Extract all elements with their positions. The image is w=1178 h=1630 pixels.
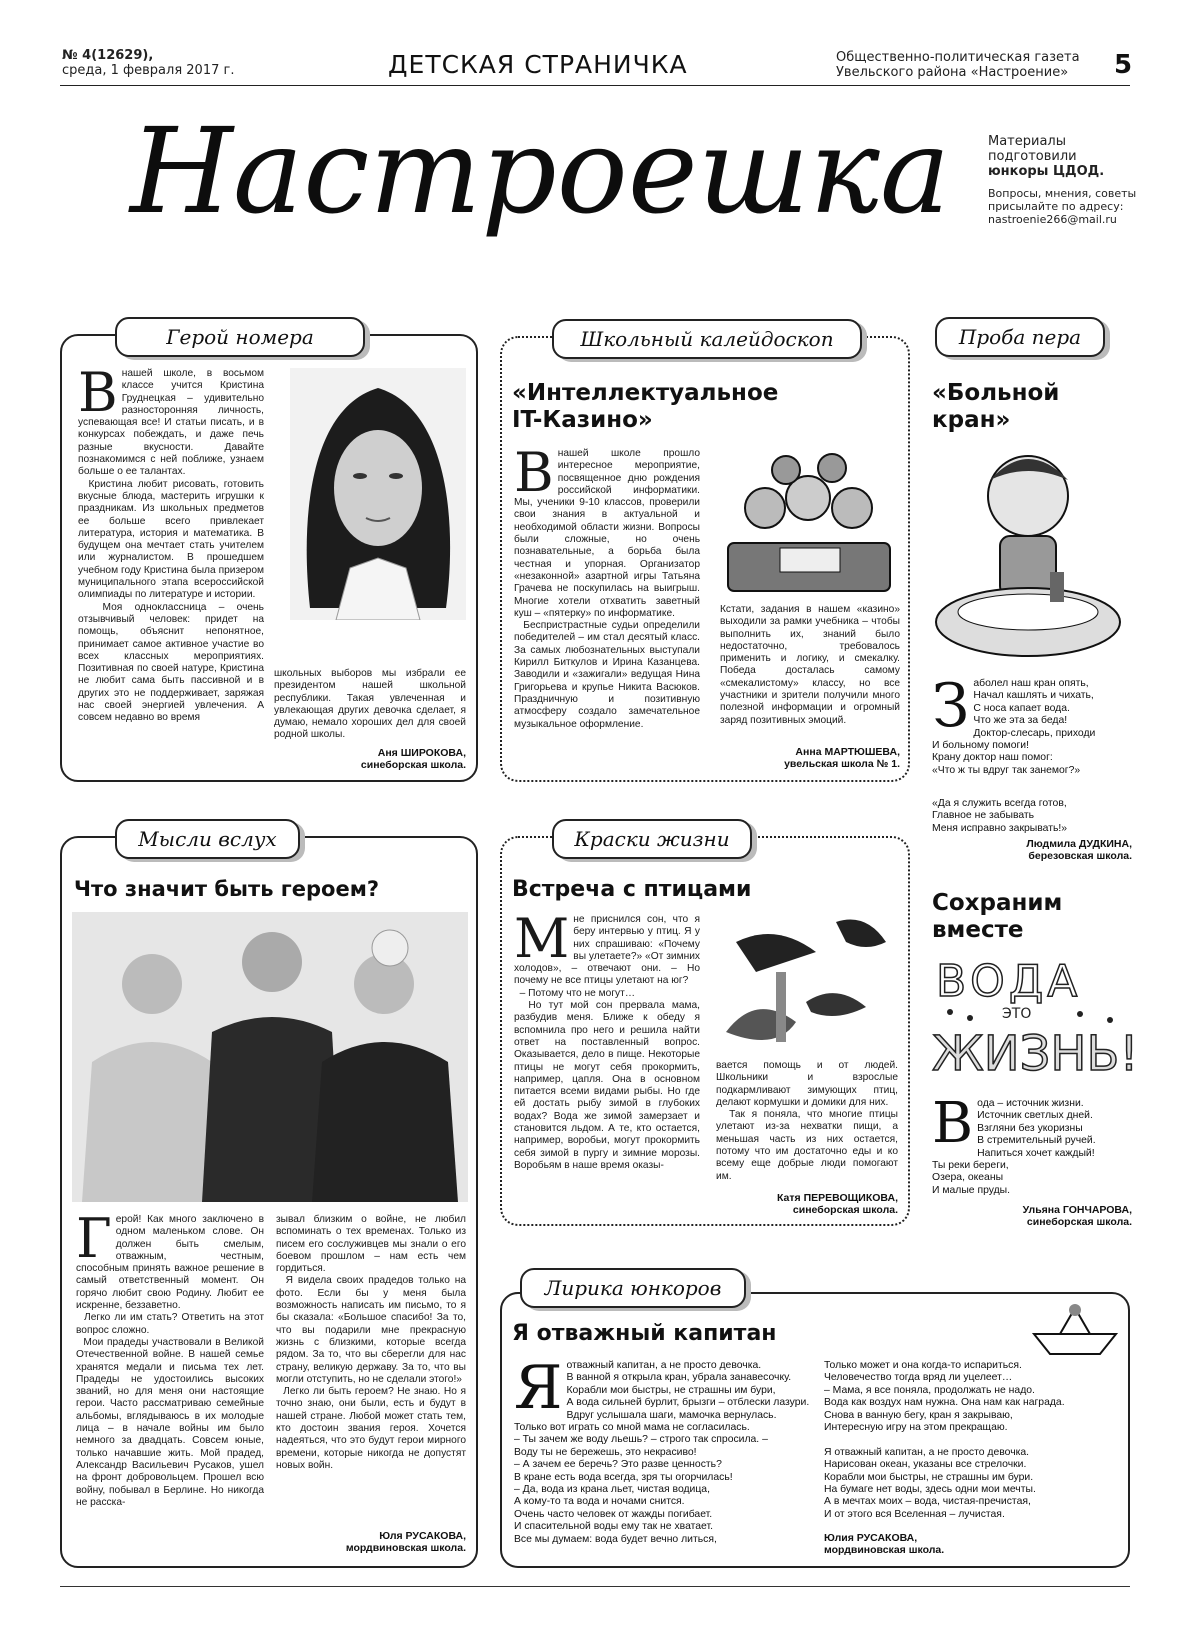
birds-para4: вается помощь и от людей. Школьники и взрослые подкармливают зимующих птиц, делают кормушки и домики для них. (716, 1060, 898, 1108)
casino-para2: Беспристрастные судьи определили победителей – им стал десятый класс. За самых любознательных выступали Кирилл Биткулов и Ирина Казанцева. Заводили и «зажигали» ведущая Нина Григорьева и крупье Никита Васюков. Праздничную и позитивную атмосферу создало замечательное музыкальное оформление. (514, 620, 700, 730)
thoughts-para4: зывал близким о войне, не любил вспоминать о тех временах. Только из писем его сослуживцев мы знали о его боевом прошлом – нам есть чем гордиться. (276, 1214, 466, 1275)
captain-dropcap: Я (514, 1353, 563, 1423)
thoughts-text (76, 1207, 264, 1509)
tag-casino: Школьный калейдоскоп (552, 319, 862, 359)
credits-line1: Материалы (988, 134, 1066, 149)
paper-boat-illustration (1030, 1300, 1120, 1358)
masthead-logo (120, 112, 960, 242)
birds-dropcap: М (514, 907, 570, 970)
tap-signature (932, 838, 1132, 862)
birds-para5: Так я поняла, что многие птицы улетают из-за нехватки пищи, а меньшая часть из них остается, потому что им достаточно еды и ко всему еще добрые люди помогают им. (716, 1109, 898, 1182)
contact-email[interactable]: nastroenie266@mail.ru (988, 213, 1117, 226)
tap-illustration (930, 444, 1126, 668)
hero-author: Аня ШИРОКОВА, (377, 747, 466, 759)
thoughts-dropcap: Г (76, 1207, 112, 1270)
water-title: Сохраним вместе (932, 890, 1063, 943)
casino-para1: нашей школе прошло интересное мероприятие, посвященное дню рождения российской информатики. Мы, ученики 9-10 классов, проверили свои знания в актуальной и необходимой области жизни. Вопросы были сложные, но очень познавательные, а борьба была честная и упорная. Организатор «незаконной» азартной игры Татьяна Грачева не поскупилась на выигрыш. Многие хотели отхватить заветный куш – «пятерку» по информатике. (514, 448, 700, 619)
tag-thoughts: Мысли вслух (115, 819, 300, 859)
birds-illustration (716, 912, 898, 1052)
thoughts-para6: Легко ли быть героем? Не знаю. Но я точно знаю, они были, есть и будут в нашей стране. Любой может стать тем, кто достоин звания героя. Хочется надеяться, что это будут герои мирного времени, которые никогда не допустят новых войн. (276, 1386, 466, 1471)
hero-text-continued: школьных выборов мы избрали ее президентом нашей школьной республики. Такая увлеченная и увлекающая других девочка сделает, я думаю, немало хороших дел для своей родной школы. (274, 668, 466, 741)
thoughts-signature (276, 1530, 466, 1554)
water-art (930, 952, 1136, 1078)
tap-poem-end: «Да я служить всегда готов, Главное не забывать Меня исправно закрывать!» (932, 798, 1068, 834)
tag-captain: Лирика юнкоров (520, 1268, 746, 1308)
thoughts-para2: Легко ли им стать? Ответить на этот вопрос сложно. (76, 1312, 264, 1336)
birds-title: Встреча с птицами (512, 877, 752, 902)
casino-text (514, 441, 700, 731)
casino-dropcap: В (514, 441, 554, 504)
footer-divider (60, 1586, 1130, 1587)
credits-line2: подготовили (988, 149, 1077, 164)
water-signature (932, 1204, 1132, 1228)
thoughts-text-continued (276, 1214, 466, 1472)
water-dropcap: В (932, 1091, 974, 1156)
credits (988, 134, 1138, 226)
water-art-word1: ВОДА (936, 956, 1082, 1007)
water-poem-text: ода – источник жизни. Источник светлых дней. Взгляни без укоризны В стремительный ручей. Напиться хочет каждый! Ты реки береги, Озера, океаны И малые пруды. (932, 1098, 1096, 1196)
tap-dropcap: З (932, 671, 970, 741)
paper-name (836, 50, 1080, 80)
water-art-word2: ЭТО (1002, 1006, 1032, 1022)
casino-signature (720, 746, 900, 770)
issue-info (62, 48, 234, 78)
hero-para2: Кристина любит рисовать, готовить вкусные блюда, мастерить игрушки к праздникам. Из школьных предметов ее больше всего привлекает литература, история и математика. В будущем она мечтает стать учителем или журналистом. В прошедшем учебном году Кристина была призером муниципального этапа всероссийской олимпиады по литературе и истории. (78, 478, 264, 601)
birds-para2: – Потому что не могут… (519, 987, 636, 999)
birds-text (514, 907, 700, 1172)
hero-school: синеборская школа. (360, 759, 466, 771)
tag-tap: Проба пера (935, 317, 1105, 357)
tap-poem-verse1: аболел наш кран опять, Начал кашлять и чихать, С носа капает вода. Что же эта за беда! Доктор-слесарь, приходи И больному помоги! Крану доктор наш помог: «Что ж ты вдруг так занемог?» (932, 678, 1096, 776)
hero-dropcap: В (78, 361, 118, 424)
captain-poem-col1-text: отважный капитан, а не просто девочка. В ванной я открыла кран, убрала занавесочку. Корабли мои быстры, не страшны им бури, А вода сильней бурлит, брызги – отблески лазури. Вдруг услышала шаги, мамочка вернулась. Только вот играть со мной мама не согласилась. – Ты зачем же воду льешь? – строго так спросила. – Воду ты не бережешь, это некрасиво! – А зачем ее беречь? Это разве ценность? В кране есть вода всегда, зря ты огорчилась! – Да, вода из крана льет, чистая водица, А кому-то та вода и ночами снится. Очень часто человек от жажды погибает. И спасительной воды ему так не хватает. Все мы думаем: вода будет вечно литься, (514, 1360, 810, 1545)
hero-text (78, 361, 264, 725)
thoughts-title: Что значит быть героем? (74, 877, 380, 901)
casino-author: Анна МАРТЮШЕВА, (795, 746, 900, 758)
thoughts-school: мордвиновская школа. (345, 1542, 466, 1554)
hero-para1: нашей школе, в восьмом классе учится Кристина Груднецкая – удивительно разносторонняя личность, успевающая все! И статьи писать, и в конкурсах побеждать, и даже печь разные вкусности. Давайте познакомимся с ней поближе, узнаем больше о ее талантах. (78, 368, 264, 478)
tap-school: березовская школа. (1028, 850, 1132, 862)
hero-photo (290, 368, 466, 620)
contact-info (988, 187, 1138, 226)
tap-poem (932, 671, 1132, 777)
thoughts-author: Юля РУСАКОВА, (379, 1530, 466, 1542)
casino-illustration (720, 448, 898, 598)
birds-para1: не приснился сон, что я беру интервью у птиц. Я у них спрашиваю: «Почему вы улетаете?» «От зимних холодов», – отвечают они. – Но почему не все птицы улетают на юг? (514, 914, 700, 987)
water-author: Ульяна ГОНЧАРОВА, (1022, 1204, 1132, 1216)
children-photo (72, 912, 468, 1202)
water-art-word3: ЖИЗНЬ! (932, 1026, 1136, 1078)
water-poem (932, 1091, 1132, 1197)
captain-school: мордвиновская школа. (824, 1544, 945, 1556)
hero-signature (274, 747, 466, 771)
birds-author: Катя ПЕРЕВОЩИКОВА, (777, 1192, 898, 1204)
tap-title: «Больной кран» (932, 380, 1060, 433)
captain-signature (824, 1532, 1124, 1556)
thoughts-para5: Я видела своих прадедов только на фото. Если бы у меня была возможность написать им письмо, то я бы сказала: «Большое спасибо! За то, что вы подарили мне прекрасную жизнь с близкими, которые всегда рядом. За то, что вы сберегли для нас страну, великую державу. За то, что вы могли отступить, но не сделали этого!» (276, 1275, 466, 1385)
tag-hero: Герой номера (115, 317, 365, 357)
captain-author: Юлия РУСАКОВА, (824, 1532, 918, 1544)
issue-date: среда, 1 февраля 2017 г. (62, 63, 235, 78)
contact-line2: присылайте по адресу: (988, 200, 1124, 213)
paper-name-line2: Увельского района «Настроение» (836, 65, 1069, 80)
captain-poem-col1 (514, 1353, 814, 1546)
masthead-title: Настроешка (130, 112, 951, 240)
casino-title: «Интеллектуальное IT-Казино» (512, 380, 779, 433)
birds-school: синеборская школа. (792, 1204, 898, 1216)
thoughts-para1: ерой! Как много заключено в одном маленьком слове. Он должен быть смелым, отважным, честным, способным принять важное решение в самый ответственный момент. Он горячо любит свою Родину. Любит ее искренне, беззаветно. (76, 1214, 264, 1312)
header-divider (60, 85, 1130, 86)
birds-text-continued (716, 1060, 898, 1183)
tap-author: Людмила ДУДКИНА, (1026, 838, 1132, 850)
casino-school: увельская школа № 1. (784, 758, 900, 770)
tag-birds: Краски жизни (552, 819, 752, 859)
birds-signature (716, 1192, 898, 1216)
credits-line3: юнкоры ЦДОД. (988, 164, 1105, 179)
contact-line1: Вопросы, мнения, советы (988, 187, 1137, 200)
thoughts-para3: Мои прадеды участвовали в Великой Отечественной войне. В нашей семье хранятся медали и письма тех лет. Прадеды не удостоились высоких званий, но для меня они настоящие герои. Часто рассматриваю семейные альбомы, вглядываюсь в их молодые лица – в начале войны им было немного за двадцать. Совсем юные, только начавшие жить. Мой прадед, Александр Васильевич Русаков, ушел на фронт добровольцем. Прошел всю войну, побывал в Берлине. Но никогда не расска- (76, 1336, 264, 1508)
captain-title: Я отважный капитан (512, 1321, 777, 1346)
issue-number: № 4(12629), (62, 48, 154, 63)
birds-para3: Но тут мой сон прервала мама, разбудив меня. Ближе к обеду я вспомнила про него и решила найти ответ на поставленный вопрос. Оказывается, дело в пище. Некоторые птицы не могут себя прокормить, например, цапля. Она в основном питается всеми видами рыбы. Но где ей достать рыбу зимой в глубоких водах? Вода же зимой замерзает и становится льдом. А те, кто остается, например, воробьи, могут прокормить себя зимой в пургу и зимние морозы. Воробьям в наше время оказы- (514, 1000, 700, 1171)
paper-name-line1: Общественно-политическая газета (836, 50, 1080, 65)
casino-text-continued: Кстати, задания в нашем «казино» выходили за рамки учебника – чтобы выполнить их, знаний было недостаточно, требовалось применить и логику, и смекалку. Победа досталась самому «смекалистому» классу, но все участники и зрители получили много полезной информации и огромный заряд позитивных эмоций. (720, 604, 900, 726)
hero-para3: Моя одноклассница – очень отзывчивый человек: придет на помощь, объяснит непонятное, принимает самое активное участие во всех классных мероприятиях. Позитивная по своей натуре, Кристина не любит сама быть пассивной и в других это не поддерживает, заряжая нас своей энергией увлечения. А совсем недавно во время (78, 601, 264, 724)
page-number: 5 (1114, 50, 1133, 80)
water-school: синеборская школа. (1026, 1216, 1132, 1228)
section-title: ДЕТСКАЯ СТРАНИЧКА (388, 50, 688, 79)
captain-poem-col2: Только может и она когда-то испариться. Человечество тогда вряд ли уцелеет… – Мама, я все поняла, продолжать не надо. Вода как воздух нам нужна. Она нам как награда. Снова в ванную бегу, кран я закрываю, Интересную игру на этом прекращаю. Я отважный капитан, а не просто девочка. Нарисован океан, указаны все стрелочки. Корабли мои быстры, не страшны им бури. На бумаге нет воды, здесь одни мои мечты. А в мечтах моих – вода, чистая-пречистая, И от этого вся Вселенная – лучистая. (824, 1360, 1065, 1520)
